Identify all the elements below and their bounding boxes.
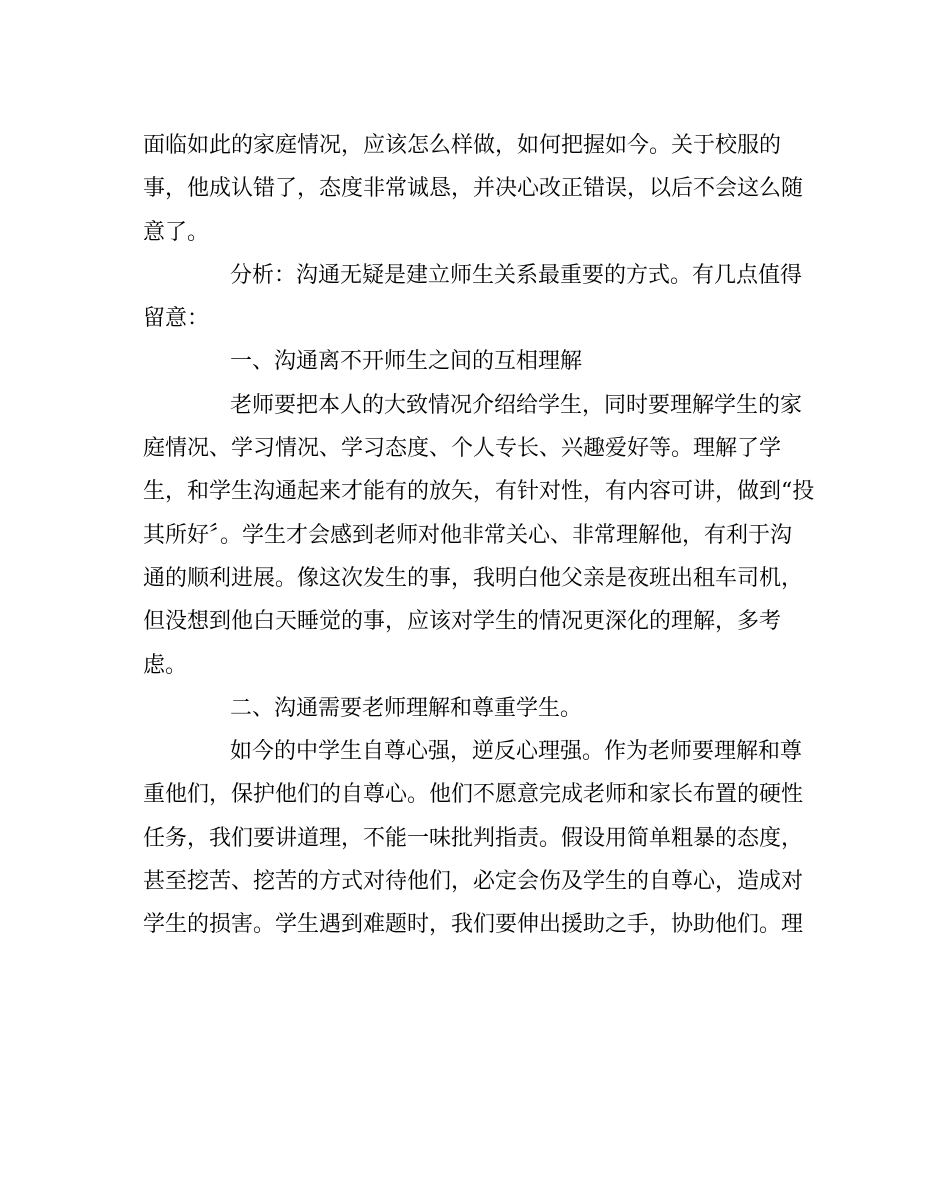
paragraph-line: 生，和学生沟通起来才能有的放矢，有针对性，有内容可讲，做到“投	[143, 479, 815, 505]
paragraph-first-line: 分析：沟通无疑是建立师生关系最重要的方式。有几点值得	[230, 262, 803, 288]
paragraph-line: 重他们，保护他们的自尊心。他们不愿意完成老师和家长布置的硬性	[143, 782, 804, 808]
paragraph-line: 留意：	[143, 306, 210, 332]
paragraph-line: 庭情况、学习情况、学习态度、个人专长、兴趣爱好等。理解了学	[143, 436, 782, 462]
paragraph-line: 事，他成认错了，态度非常诚恳，并决心改正错误，以后不会这么随	[143, 176, 804, 202]
paragraph-line: 虑。	[143, 652, 188, 678]
document-body	[143, 124, 823, 947]
section-heading-2: 二、沟通需要老师理解和尊重学生。	[230, 695, 583, 721]
paragraph-first-line: 如今的中学生自尊心强，逆反心理强。作为老师要理解和尊	[230, 739, 803, 765]
paragraph-line: 但没想到他白天睡觉的事，应该对学生的情况更深化的理解，多考	[143, 609, 782, 635]
paragraph-line: 通的顺利进展。像这次发生的事，我明白他父亲是夜班出租车司机，	[143, 565, 804, 591]
paragraph-line: 学生的损害。学生遇到难题时，我们要伸出援助之手，协助他们。理	[143, 912, 804, 938]
paragraph-line: 面临如此的家庭情况，应该怎么样做，如何把握如今。关于校服的	[143, 133, 782, 158]
paragraph-line: 其所好〞。学生才会感到老师对他非常关心、非常理解他，有利于沟	[143, 522, 793, 548]
section-heading-1: 一、沟通离不开师生之间的互相理解	[230, 349, 583, 375]
paragraph-line: 意了。	[143, 219, 210, 245]
paragraph-line: 任务，我们要讲道理，不能一味批判指责。假设用简单粗暴的态度，	[143, 825, 804, 851]
paragraph-line: 甚至挖苦、挖苦的方式对待他们，必定会伤及学生的自尊心，造成对	[143, 869, 804, 895]
paragraph-first-line: 老师要把本人的大致情况介绍给学生，同时要理解学生的家	[230, 392, 803, 418]
